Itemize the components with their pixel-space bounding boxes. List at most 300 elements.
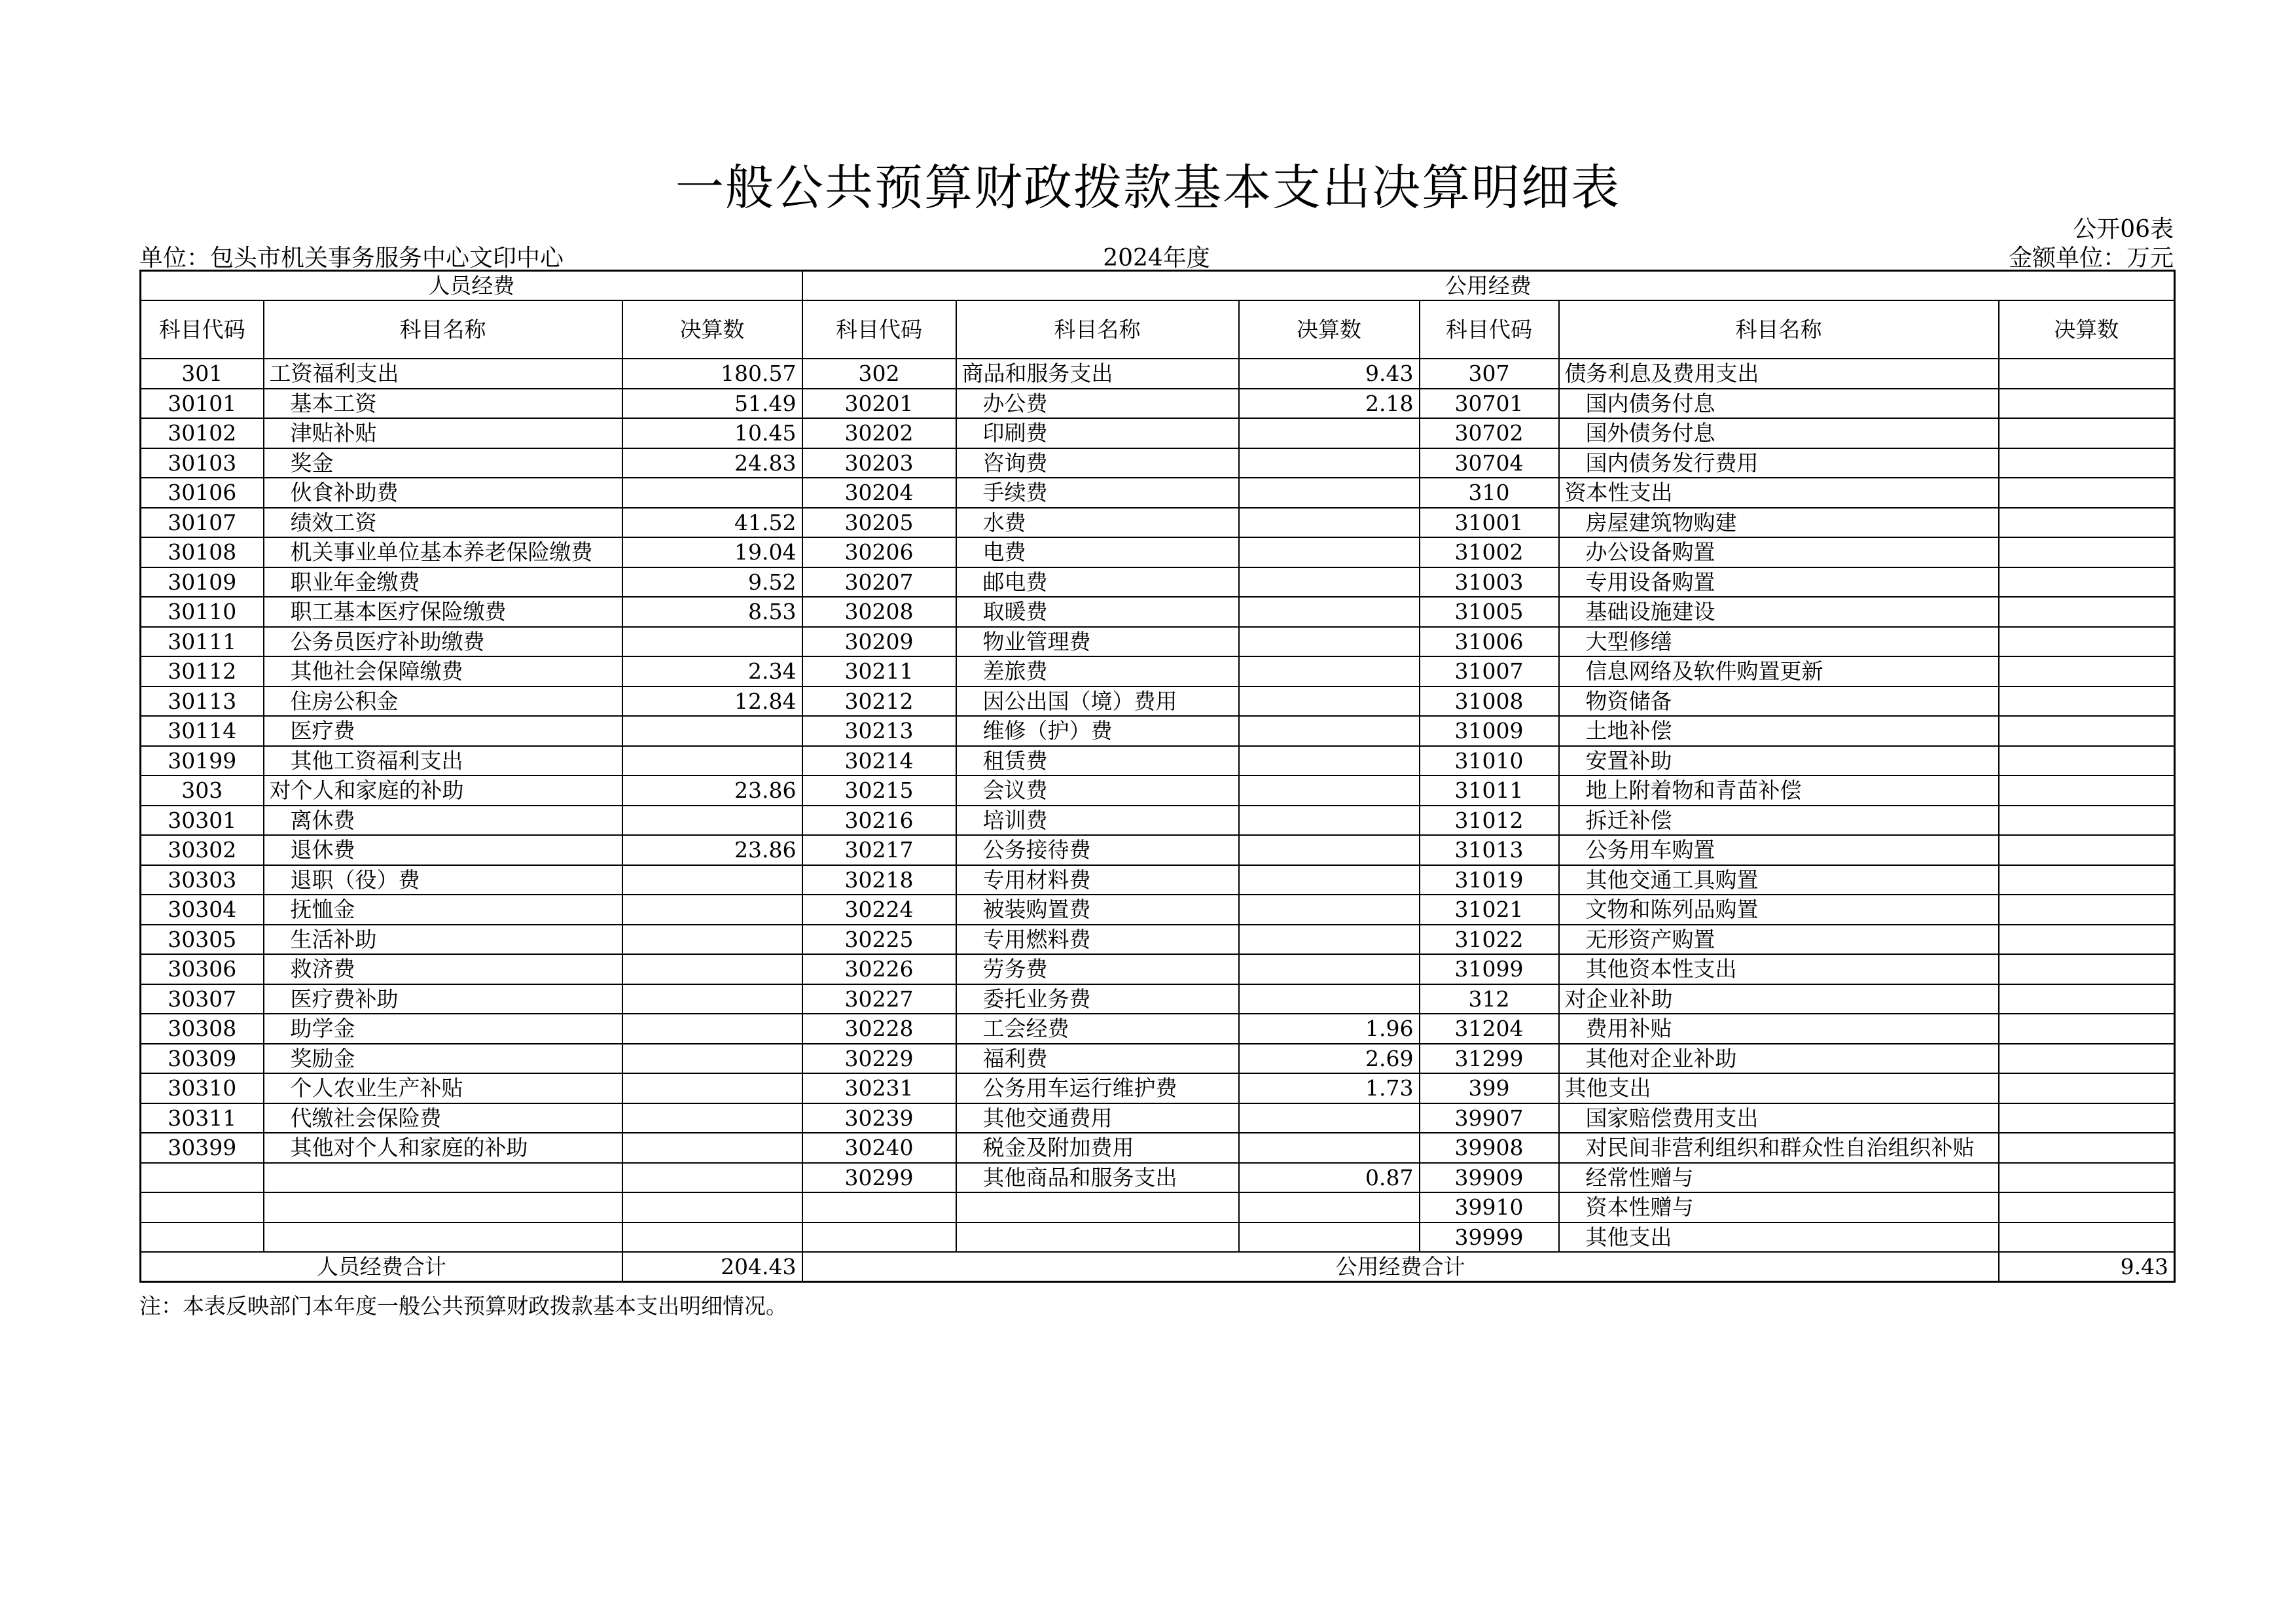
amount xyxy=(1999,716,2175,746)
subject-code: 30202 xyxy=(802,418,956,448)
amount xyxy=(1239,1222,1420,1253)
subject-name: 邮电费 xyxy=(956,567,1239,597)
subject-name: 对企业补助 xyxy=(1559,984,1999,1014)
amount: 12.84 xyxy=(622,687,802,717)
subject-name: 救济费 xyxy=(264,954,622,984)
amount xyxy=(1239,984,1420,1014)
amount xyxy=(1239,925,1420,955)
subject-name: 对民间非营利组织和群众性自治组织补贴 xyxy=(1559,1133,1999,1163)
subject-code: 30702 xyxy=(1420,418,1559,448)
subject-name: 取暖费 xyxy=(956,597,1239,627)
table-row xyxy=(141,984,2175,1014)
subject-name: 无形资产购置 xyxy=(1559,925,1999,955)
subject-name: 工会经费 xyxy=(956,1014,1239,1044)
subject-code: 30207 xyxy=(802,567,956,597)
subject-code: 30307 xyxy=(141,984,264,1014)
subject-name: 被装购置费 xyxy=(956,895,1239,925)
subject-code: 399 xyxy=(1420,1073,1559,1103)
table-row xyxy=(141,687,2175,717)
amount xyxy=(1999,656,2175,687)
subject-name: 会议费 xyxy=(956,776,1239,806)
amount xyxy=(1999,418,2175,448)
header-code: 科目代码 xyxy=(141,300,264,359)
amount: 2.34 xyxy=(622,656,802,687)
amount xyxy=(622,954,802,984)
amount: 19.04 xyxy=(622,537,802,567)
subject-name: 奖金 xyxy=(264,448,622,478)
amount xyxy=(1239,865,1420,895)
subject-name: 其他对企业补助 xyxy=(1559,1044,1999,1074)
subject-name: 国外债务付息 xyxy=(1559,418,1999,448)
group-public: 公用经费 xyxy=(802,271,2175,301)
subject-name: 奖励金 xyxy=(264,1044,622,1074)
subject-code: 30111 xyxy=(141,627,264,657)
subject-name: 物资储备 xyxy=(1559,687,1999,717)
subject-code: 31008 xyxy=(1420,687,1559,717)
amount xyxy=(1999,776,2175,806)
subject-code: 303 xyxy=(141,776,264,806)
fiscal-year: 2024年度 xyxy=(1103,245,1210,272)
group-header-row xyxy=(141,271,2175,301)
subject-code: 30199 xyxy=(141,746,264,776)
amount xyxy=(1999,806,2175,836)
subject-code: 30399 xyxy=(141,1133,264,1163)
subject-code: 30214 xyxy=(802,746,956,776)
amount xyxy=(1999,1192,2175,1222)
subject-code: 31006 xyxy=(1420,627,1559,657)
amount xyxy=(1999,925,2175,955)
subject-code: 30239 xyxy=(802,1103,956,1133)
money-unit: 金额单位：万元 xyxy=(2008,245,2174,272)
unit-label: 单位：包头市机关事务服务中心文印中心 xyxy=(139,245,564,272)
amount xyxy=(1999,448,2175,478)
amount xyxy=(1999,895,2175,925)
subject-name: 基本工资 xyxy=(264,389,622,419)
subject-name: 税金及附加费用 xyxy=(956,1133,1239,1163)
subject-code: 30109 xyxy=(141,567,264,597)
amount xyxy=(622,1073,802,1103)
subject-code: 39907 xyxy=(1420,1103,1559,1133)
subject-name: 其他商品和服务支出 xyxy=(956,1163,1239,1193)
amount: 2.18 xyxy=(1239,389,1420,419)
subject-name: 对个人和家庭的补助 xyxy=(264,776,622,806)
subject-code: 30112 xyxy=(141,656,264,687)
subject-code: 30227 xyxy=(802,984,956,1014)
header-name: 科目名称 xyxy=(1559,300,1999,359)
public-total-value: 9.43 xyxy=(1999,1252,2175,1282)
amount xyxy=(1239,508,1420,538)
subject-code: 30201 xyxy=(802,389,956,419)
amount xyxy=(1999,954,2175,984)
subject-name: 文物和陈列品购置 xyxy=(1559,895,1999,925)
subject-code xyxy=(141,1192,264,1222)
table-row xyxy=(141,478,2175,508)
amount xyxy=(1239,1192,1420,1222)
subject-code: 30701 xyxy=(1420,389,1559,419)
subject-code: 30305 xyxy=(141,925,264,955)
amount xyxy=(622,746,802,776)
subject-name: 培训费 xyxy=(956,806,1239,836)
amount xyxy=(1999,389,2175,419)
subject-code xyxy=(141,1163,264,1193)
subject-name: 代缴社会保险费 xyxy=(264,1103,622,1133)
amount xyxy=(1999,478,2175,508)
subject-code: 30302 xyxy=(141,835,264,865)
footnote: 注：本表反映部门本年度一般公共预算财政拨款基本支出明细情况。 xyxy=(139,1293,787,1319)
table-row xyxy=(141,359,2175,389)
amount xyxy=(1239,567,1420,597)
amount xyxy=(622,1222,802,1253)
subject-code: 30303 xyxy=(141,865,264,895)
table-body xyxy=(141,359,2175,1252)
subject-code: 31001 xyxy=(1420,508,1559,538)
subject-code: 30218 xyxy=(802,865,956,895)
subject-code: 30231 xyxy=(802,1073,956,1103)
subject-code: 31013 xyxy=(1420,835,1559,865)
subject-name: 公务接待费 xyxy=(956,835,1239,865)
amount xyxy=(1999,597,2175,627)
subject-code: 31009 xyxy=(1420,716,1559,746)
amount xyxy=(622,1163,802,1193)
subject-code xyxy=(802,1192,956,1222)
subject-name: 医疗费 xyxy=(264,716,622,746)
subject-code: 312 xyxy=(1420,984,1559,1014)
amount: 23.86 xyxy=(622,776,802,806)
subject-name: 委托业务费 xyxy=(956,984,1239,1014)
subject-code: 30102 xyxy=(141,418,264,448)
amount xyxy=(1999,1014,2175,1044)
header-code: 科目代码 xyxy=(802,300,956,359)
amount xyxy=(1239,448,1420,478)
subject-code: 30103 xyxy=(141,448,264,478)
subject-code: 30114 xyxy=(141,716,264,746)
subject-code: 30211 xyxy=(802,656,956,687)
amount xyxy=(1239,1103,1420,1133)
table-row xyxy=(141,1133,2175,1163)
table-row xyxy=(141,865,2175,895)
table-row xyxy=(141,656,2175,687)
subject-code: 31299 xyxy=(1420,1044,1559,1074)
header-code: 科目代码 xyxy=(1420,300,1559,359)
table-row xyxy=(141,537,2175,567)
subject-name: 基础设施建设 xyxy=(1559,597,1999,627)
subject-code: 31002 xyxy=(1420,537,1559,567)
subject-name: 国内债务付息 xyxy=(1559,389,1999,419)
amount: 2.69 xyxy=(1239,1044,1420,1074)
amount xyxy=(1999,1103,2175,1133)
subject-code: 30204 xyxy=(802,478,956,508)
subject-name: 福利费 xyxy=(956,1044,1239,1074)
subject-name: 大型修缮 xyxy=(1559,627,1999,657)
amount xyxy=(1999,567,2175,597)
subject-code: 307 xyxy=(1420,359,1559,389)
header-name: 科目名称 xyxy=(264,300,622,359)
subject-name: 专用燃料费 xyxy=(956,925,1239,955)
subject-code: 31010 xyxy=(1420,746,1559,776)
subject-name: 公务用车运行维护费 xyxy=(956,1073,1239,1103)
subject-name: 资本性支出 xyxy=(1559,478,1999,508)
subject-name: 印刷费 xyxy=(956,418,1239,448)
subject-name: 债务利息及费用支出 xyxy=(1559,359,1999,389)
amount: 8.53 xyxy=(622,597,802,627)
amount xyxy=(622,716,802,746)
subject-code: 30101 xyxy=(141,389,264,419)
amount xyxy=(1999,835,2175,865)
amount xyxy=(1239,835,1420,865)
subject-name: 国内债务发行费用 xyxy=(1559,448,1999,478)
subject-code: 39910 xyxy=(1420,1192,1559,1222)
table-row xyxy=(141,1073,2175,1103)
amount xyxy=(1239,776,1420,806)
subject-name: 维修（护）费 xyxy=(956,716,1239,746)
amount: 23.86 xyxy=(622,835,802,865)
amount: 180.57 xyxy=(622,359,802,389)
subject-code: 39999 xyxy=(1420,1222,1559,1253)
subject-name: 咨询费 xyxy=(956,448,1239,478)
subject-name: 手续费 xyxy=(956,478,1239,508)
subject-name: 职业年金缴费 xyxy=(264,567,622,597)
subject-name: 机关事业单位基本养老保险缴费 xyxy=(264,537,622,567)
subject-code: 30224 xyxy=(802,895,956,925)
subject-name: 其他社会保障缴费 xyxy=(264,656,622,687)
amount xyxy=(1999,537,2175,567)
subject-name: 其他交通工具购置 xyxy=(1559,865,1999,895)
table-row xyxy=(141,954,2175,984)
amount xyxy=(1999,1044,2175,1074)
subject-name: 退休费 xyxy=(264,835,622,865)
subject-name: 津贴补贴 xyxy=(264,418,622,448)
personnel-total-label: 人员经费合计 xyxy=(141,1252,622,1282)
table-row xyxy=(141,895,2175,925)
subject-code: 31099 xyxy=(1420,954,1559,984)
subject-name xyxy=(264,1163,622,1193)
public-total-label: 公用经费合计 xyxy=(802,1252,1999,1282)
table-row xyxy=(141,1044,2175,1074)
table-row xyxy=(141,597,2175,627)
subject-name: 专用材料费 xyxy=(956,865,1239,895)
header-name: 科目名称 xyxy=(956,300,1239,359)
subject-name: 工资福利支出 xyxy=(264,359,622,389)
table-row xyxy=(141,806,2175,836)
amount: 10.45 xyxy=(622,418,802,448)
totals-row xyxy=(141,1252,2175,1282)
amount xyxy=(1239,954,1420,984)
subject-code: 30309 xyxy=(141,1044,264,1074)
subject-code: 31021 xyxy=(1420,895,1559,925)
table-row xyxy=(141,418,2175,448)
subject-code: 30216 xyxy=(802,806,956,836)
subject-name: 安置补助 xyxy=(1559,746,1999,776)
subject-code: 30215 xyxy=(802,776,956,806)
subject-code: 31007 xyxy=(1420,656,1559,687)
subject-name: 土地补偿 xyxy=(1559,716,1999,746)
subject-name: 助学金 xyxy=(264,1014,622,1044)
header-amount: 决算数 xyxy=(1999,300,2175,359)
subject-code: 30228 xyxy=(802,1014,956,1044)
amount xyxy=(1239,746,1420,776)
table-row xyxy=(141,925,2175,955)
amount xyxy=(1999,1133,2175,1163)
expenditure-table xyxy=(139,270,2176,1283)
amount: 1.96 xyxy=(1239,1014,1420,1044)
subject-code: 30106 xyxy=(141,478,264,508)
subject-name: 其他资本性支出 xyxy=(1559,954,1999,984)
subject-name: 公务员医疗补助缴费 xyxy=(264,627,622,657)
subject-name: 其他工资福利支出 xyxy=(264,746,622,776)
amount: 41.52 xyxy=(622,508,802,538)
subject-code: 30226 xyxy=(802,954,956,984)
subject-name: 其他交通费用 xyxy=(956,1103,1239,1133)
subject-name: 租赁费 xyxy=(956,746,1239,776)
subject-name: 生活补助 xyxy=(264,925,622,955)
subject-code: 30310 xyxy=(141,1073,264,1103)
amount: 0.87 xyxy=(1239,1163,1420,1193)
subject-name: 其他支出 xyxy=(1559,1073,1999,1103)
subject-name: 劳务费 xyxy=(956,954,1239,984)
subject-name xyxy=(956,1192,1239,1222)
subject-name: 商品和服务支出 xyxy=(956,359,1239,389)
subject-name: 住房公积金 xyxy=(264,687,622,717)
subject-name xyxy=(956,1222,1239,1253)
subject-name xyxy=(264,1222,622,1253)
subject-code: 39908 xyxy=(1420,1133,1559,1163)
amount xyxy=(622,1044,802,1074)
subject-code: 302 xyxy=(802,359,956,389)
table-row xyxy=(141,1103,2175,1133)
subject-code: 31204 xyxy=(1420,1014,1559,1044)
amount xyxy=(622,1103,802,1133)
amount: 9.43 xyxy=(1239,359,1420,389)
report-meta xyxy=(139,240,2174,270)
table-row xyxy=(141,746,2175,776)
subject-code: 30108 xyxy=(141,537,264,567)
amount xyxy=(1999,687,2175,717)
subject-name: 费用补贴 xyxy=(1559,1014,1999,1044)
amount xyxy=(622,627,802,657)
subject-name: 其他对个人和家庭的补助 xyxy=(264,1133,622,1163)
amount xyxy=(1239,895,1420,925)
subject-code: 30206 xyxy=(802,537,956,567)
subject-name: 办公设备购置 xyxy=(1559,537,1999,567)
amount xyxy=(622,925,802,955)
table-row xyxy=(141,776,2175,806)
subject-code: 30212 xyxy=(802,687,956,717)
subject-name: 职工基本医疗保险缴费 xyxy=(264,597,622,627)
table-row xyxy=(141,508,2175,538)
subject-code: 30240 xyxy=(802,1133,956,1163)
amount xyxy=(1239,418,1420,448)
subject-name: 专用设备购置 xyxy=(1559,567,1999,597)
subject-name: 抚恤金 xyxy=(264,895,622,925)
subject-name: 办公费 xyxy=(956,389,1239,419)
subject-code: 30311 xyxy=(141,1103,264,1133)
amount xyxy=(622,865,802,895)
subject-code: 30308 xyxy=(141,1014,264,1044)
subject-code xyxy=(141,1222,264,1253)
subject-code xyxy=(802,1222,956,1253)
subject-code: 30299 xyxy=(802,1163,956,1193)
subject-name: 公务用车购置 xyxy=(1559,835,1999,865)
subject-code: 31011 xyxy=(1420,776,1559,806)
subject-code: 301 xyxy=(141,359,264,389)
amount xyxy=(1999,359,2175,389)
table-row xyxy=(141,567,2175,597)
subject-name: 因公出国（境）费用 xyxy=(956,687,1239,717)
subject-code: 30225 xyxy=(802,925,956,955)
table-row xyxy=(141,389,2175,419)
amount xyxy=(1999,984,2175,1014)
amount xyxy=(1999,746,2175,776)
table-row xyxy=(141,1192,2175,1222)
subject-code: 30205 xyxy=(802,508,956,538)
subject-code: 30229 xyxy=(802,1044,956,1074)
table-row xyxy=(141,627,2175,657)
amount xyxy=(622,895,802,925)
amount xyxy=(1239,597,1420,627)
amount xyxy=(622,806,802,836)
subject-code: 31005 xyxy=(1420,597,1559,627)
amount xyxy=(1239,716,1420,746)
amount xyxy=(1239,656,1420,687)
subject-name: 经常性赠与 xyxy=(1559,1163,1999,1193)
subject-code: 30704 xyxy=(1420,448,1559,478)
form-number: 公开06表 xyxy=(2073,216,2174,243)
amount: 51.49 xyxy=(622,389,802,419)
subject-name: 信息网络及软件购置更新 xyxy=(1559,656,1999,687)
subject-name: 医疗费补助 xyxy=(264,984,622,1014)
header-amount: 决算数 xyxy=(622,300,802,359)
personnel-total-value: 204.43 xyxy=(622,1252,802,1282)
amount xyxy=(622,1192,802,1222)
subject-code: 30301 xyxy=(141,806,264,836)
amount xyxy=(1999,627,2175,657)
subject-name: 退职（役）费 xyxy=(264,865,622,895)
amount: 1.73 xyxy=(1239,1073,1420,1103)
subject-name: 国家赔偿费用支出 xyxy=(1559,1103,1999,1133)
table-row xyxy=(141,1222,2175,1253)
subject-code: 30107 xyxy=(141,508,264,538)
amount xyxy=(1239,1133,1420,1163)
amount xyxy=(622,1014,802,1044)
table-row xyxy=(141,1014,2175,1044)
amount xyxy=(1999,865,2175,895)
subject-name: 其他支出 xyxy=(1559,1222,1999,1253)
amount xyxy=(1239,478,1420,508)
amount xyxy=(1239,537,1420,567)
amount xyxy=(622,984,802,1014)
subject-name: 离休费 xyxy=(264,806,622,836)
subject-name: 个人农业生产补贴 xyxy=(264,1073,622,1103)
column-header-row xyxy=(141,300,2175,359)
subject-code: 30113 xyxy=(141,687,264,717)
subject-code: 30203 xyxy=(802,448,956,478)
subject-name: 差旅费 xyxy=(956,656,1239,687)
table-row xyxy=(141,1163,2175,1193)
subject-code: 30110 xyxy=(141,597,264,627)
subject-code: 30213 xyxy=(802,716,956,746)
subject-name: 绩效工资 xyxy=(264,508,622,538)
amount xyxy=(622,478,802,508)
subject-code: 30217 xyxy=(802,835,956,865)
subject-code: 30304 xyxy=(141,895,264,925)
table-row xyxy=(141,716,2175,746)
amount: 24.83 xyxy=(622,448,802,478)
subject-code: 31022 xyxy=(1420,925,1559,955)
header-amount: 决算数 xyxy=(1239,300,1420,359)
subject-name: 电费 xyxy=(956,537,1239,567)
subject-code: 31012 xyxy=(1420,806,1559,836)
subject-name: 伙食补助费 xyxy=(264,478,622,508)
